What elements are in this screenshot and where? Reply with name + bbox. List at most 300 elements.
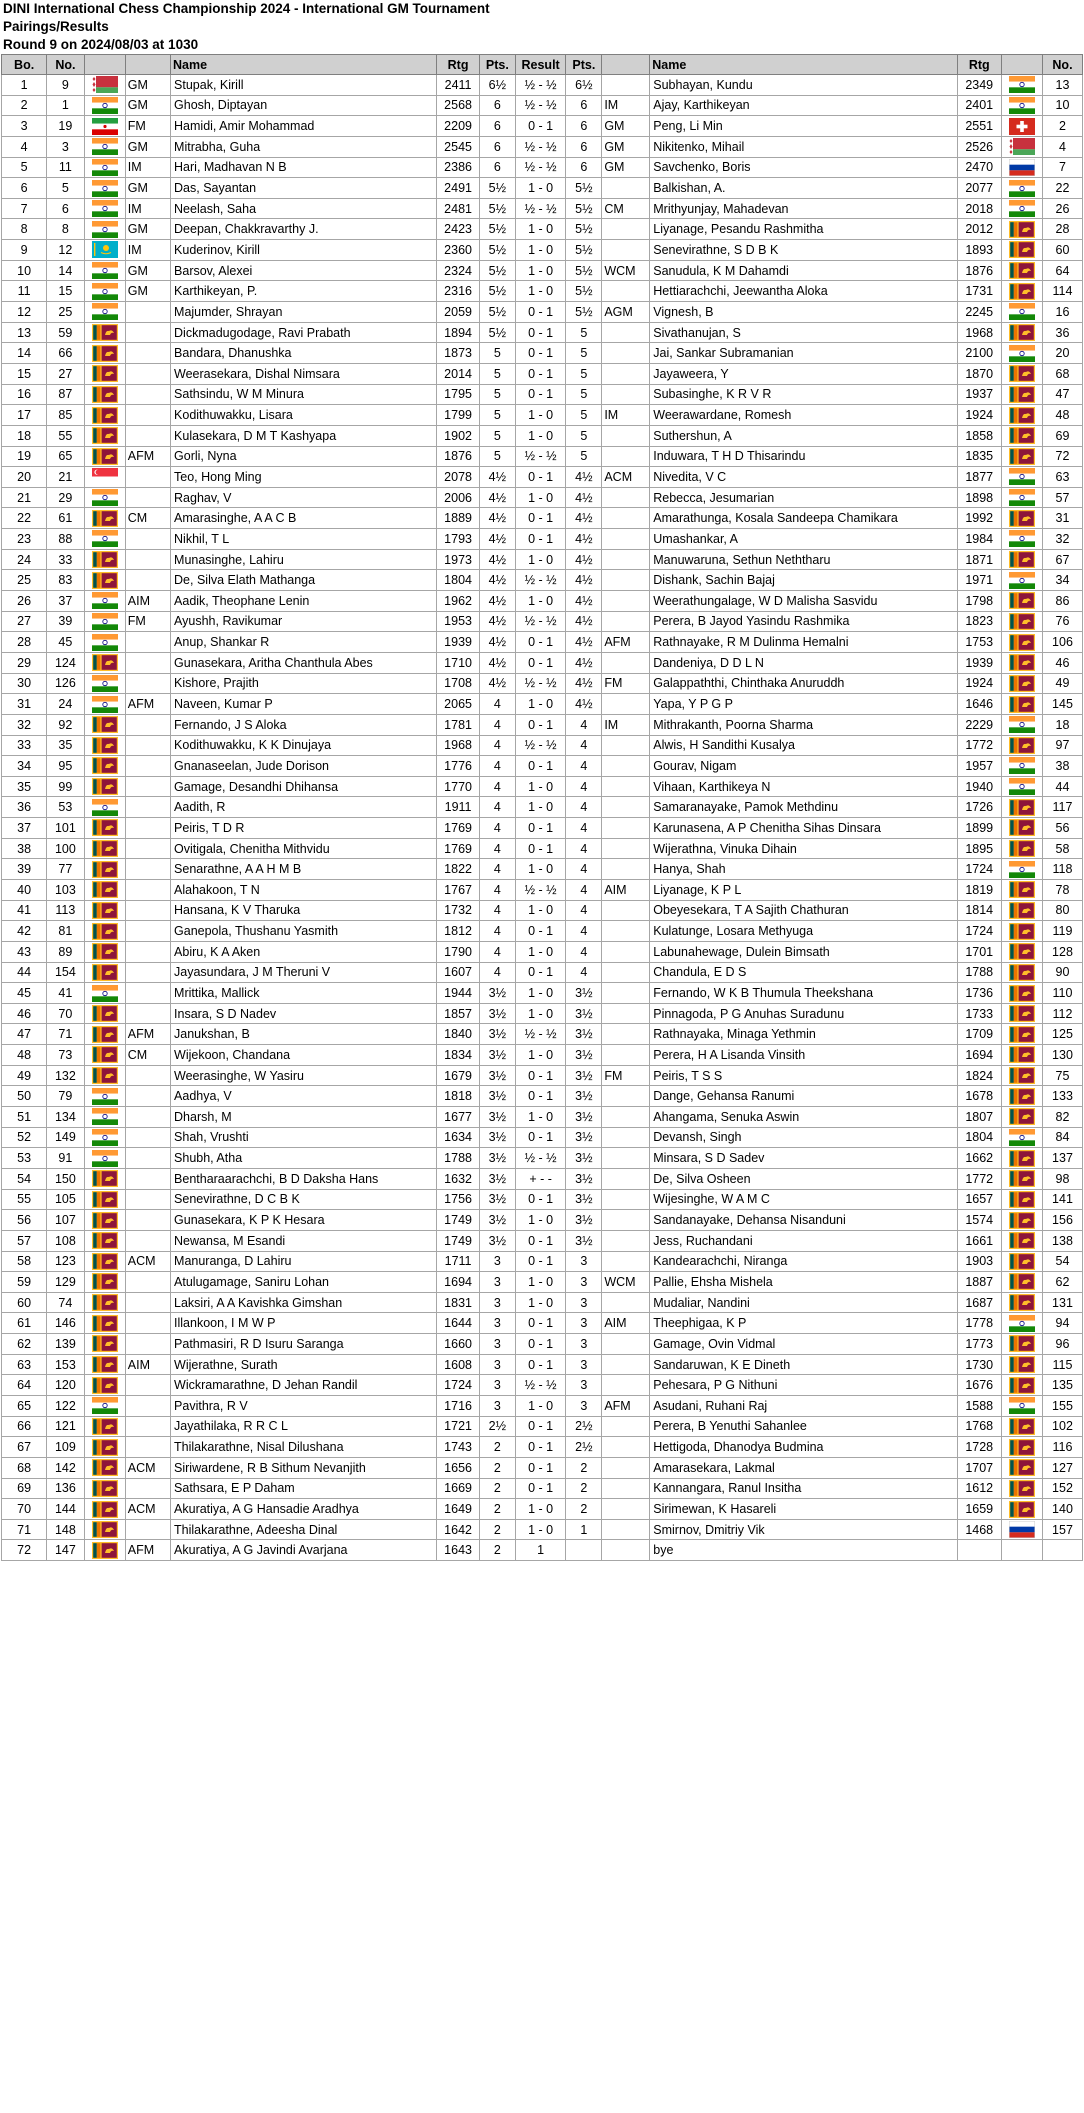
opponent-number-cell: 72 [1042,446,1082,467]
player-rating-cell: 1644 [437,1313,480,1334]
opponent-name-cell: Sandanayake, Dehansa Nisanduni [650,1210,958,1231]
table-row [2,1313,1083,1334]
opponent-flag-cell [1001,652,1042,673]
player-points-cell: 5½ [479,281,515,302]
col-board: Bo. [2,55,47,75]
table-row [2,425,1083,446]
col-points-2: Pts. [566,55,602,75]
player-name-cell: Mrittika, Mallick [171,983,437,1004]
opponent-flag-cell [1001,1189,1042,1210]
player-name-cell: Hari, Madhavan N B [171,157,437,178]
sgp-flag-icon [92,468,118,485]
player-points-cell: 3 [479,1334,515,1355]
player-number-cell: 3 [47,136,84,157]
opponent-rating-cell: 1924 [957,673,1001,694]
opponent-flag-cell [1001,735,1042,756]
result-cell: ½ - ½ [515,879,566,900]
player-name-cell: Wickramarathne, D Jehan Randil [171,1375,437,1396]
table-row [2,136,1083,157]
sri-flag-icon [1009,675,1035,692]
opponent-number-cell: 118 [1042,859,1082,880]
table-row [2,735,1083,756]
opponent-rating-cell: 1678 [957,1086,1001,1107]
result-cell: 1 [515,1540,566,1561]
player-points-cell: 5½ [479,178,515,199]
ind-flag-icon [92,283,118,300]
player-name-cell: Dharsh, M [171,1107,437,1128]
opponent-number-cell: 128 [1042,941,1082,962]
table-row [2,157,1083,178]
opponent-number-cell: 138 [1042,1230,1082,1251]
result-cell: 0 - 1 [515,1086,566,1107]
ind-flag-icon [92,1150,118,1167]
player-number-cell: 149 [47,1127,84,1148]
sri-flag-icon [1009,1212,1035,1229]
opponent-number-cell: 36 [1042,322,1082,343]
opponent-name-cell: Kandearachchi, Niranga [650,1251,958,1272]
opponent-points-cell: 2 [566,1457,602,1478]
result-cell: 1 - 0 [515,1292,566,1313]
player-rating-cell: 1793 [437,529,480,550]
player-flag-cell [84,1292,125,1313]
player-name-cell: Das, Sayantan [171,178,437,199]
opponent-number-cell: 115 [1042,1354,1082,1375]
table-row [2,529,1083,550]
player-name-cell: Jayasundara, J M Theruni V [171,962,437,983]
player-name-cell: Mitrabha, Guha [171,136,437,157]
player-flag-cell [84,75,125,96]
opponent-points-cell: 4½ [566,487,602,508]
opponent-flag-cell [1001,363,1042,384]
player-flag-cell [84,1065,125,1086]
rus-flag-icon [1009,1521,1035,1538]
opponent-rating-cell: 1733 [957,1003,1001,1024]
player-name-cell: Kishore, Prajith [171,673,437,694]
board-number-cell: 67 [2,1437,47,1458]
opponent-rating-cell: 1724 [957,921,1001,942]
opponent-rating-cell: 1893 [957,240,1001,261]
opponent-title-cell [602,508,650,529]
result-cell: ½ - ½ [515,735,566,756]
opponent-name-cell: Hettiarachchi, Jeewantha Aloka [650,281,958,302]
opponent-name-cell: Induwara, T H D Thisarindu [650,446,958,467]
player-flag-cell [84,1416,125,1437]
opponent-points-cell: 5 [566,343,602,364]
player-name-cell: Hansana, K V Tharuka [171,900,437,921]
player-flag-cell [84,363,125,384]
player-points-cell: 3 [479,1272,515,1293]
player-rating-cell: 2059 [437,302,480,323]
opponent-rating-cell: 2245 [957,302,1001,323]
opponent-rating-cell: 1937 [957,384,1001,405]
result-cell: 1 - 0 [515,1272,566,1293]
player-rating-cell: 1776 [437,756,480,777]
col-flag-2 [1001,55,1042,75]
opponent-points-cell: 4 [566,962,602,983]
opponent-points-cell: 5½ [566,302,602,323]
player-points-cell: 5 [479,384,515,405]
opponent-points-cell: 3½ [566,1086,602,1107]
opponent-points-cell: 4½ [566,611,602,632]
player-number-cell: 132 [47,1065,84,1086]
player-title-cell [125,776,170,797]
opponent-number-cell: 47 [1042,384,1082,405]
board-number-cell: 9 [2,240,47,261]
player-rating-cell: 2006 [437,487,480,508]
player-flag-cell [84,879,125,900]
sui-flag-icon [1009,118,1035,135]
board-number-cell: 13 [2,322,47,343]
opponent-number-cell: 78 [1042,879,1082,900]
player-rating-cell: 1679 [437,1065,480,1086]
table-row [2,1045,1083,1066]
opponent-number-cell: 57 [1042,487,1082,508]
sri-flag-icon [92,324,118,341]
sri-flag-icon [92,1315,118,1332]
opponent-points-cell: 4 [566,879,602,900]
opponent-number-cell: 60 [1042,240,1082,261]
player-title-cell: ACM [125,1457,170,1478]
opponent-number-cell: 86 [1042,591,1082,612]
opponent-flag-cell [1001,508,1042,529]
player-number-cell: 121 [47,1416,84,1437]
sri-flag-icon [1009,964,1035,981]
player-flag-cell [84,714,125,735]
player-number-cell: 120 [47,1375,84,1396]
player-number-cell: 74 [47,1292,84,1313]
player-number-cell: 83 [47,570,84,591]
player-points-cell: 2 [479,1519,515,1540]
sri-flag-icon [1009,1480,1035,1497]
opponent-flag-cell [1001,446,1042,467]
opponent-rating-cell: 1876 [957,260,1001,281]
player-points-cell: 4 [479,859,515,880]
player-flag-cell [84,343,125,364]
player-name-cell: Gunasekara, Aritha Chanthula Abes [171,652,437,673]
opponent-number-cell: 133 [1042,1086,1082,1107]
opponent-title-cell [602,1292,650,1313]
opponent-points-cell: 3½ [566,1127,602,1148]
opponent-points-cell: 4 [566,921,602,942]
opponent-name-cell: Hettigoda, Dhanodya Budmina [650,1437,958,1458]
opponent-points-cell: 2½ [566,1416,602,1437]
opponent-flag-cell [1001,95,1042,116]
player-rating-cell: 1724 [437,1375,480,1396]
opponent-title-cell [602,1416,650,1437]
opponent-number-cell: 63 [1042,467,1082,488]
player-points-cell: 5 [479,405,515,426]
ind-flag-icon [92,675,118,692]
opponent-rating-cell: 1870 [957,363,1001,384]
player-name-cell: Sathsindu, W M Minura [171,384,437,405]
opponent-name-cell: Liyanage, K P L [650,879,958,900]
opponent-number-cell: 46 [1042,652,1082,673]
player-flag-cell [84,302,125,323]
opponent-title-cell [602,1148,650,1169]
opponent-rating-cell: 1835 [957,446,1001,467]
player-number-cell: 14 [47,260,84,281]
player-number-cell: 123 [47,1251,84,1272]
opponent-rating-cell: 1588 [957,1396,1001,1417]
player-title-cell: AFM [125,1540,170,1561]
result-cell: 0 - 1 [515,1457,566,1478]
ind-flag-icon [1009,76,1035,93]
opponent-name-cell: Pehesara, P G Nithuni [650,1375,958,1396]
sri-flag-icon [1009,1150,1035,1167]
player-flag-cell [84,776,125,797]
opponent-rating-cell: 1903 [957,1251,1001,1272]
sri-flag-icon [1009,840,1035,857]
player-flag-cell [84,1024,125,1045]
player-title-cell: FM [125,116,170,137]
col-name-2: Name [650,55,958,75]
board-number-cell: 33 [2,735,47,756]
opponent-number-cell: 68 [1042,363,1082,384]
player-points-cell: 3 [479,1251,515,1272]
table-row [2,900,1083,921]
opponent-points-cell: 4 [566,776,602,797]
player-name-cell: Gnanaseelan, Jude Dorison [171,756,437,777]
opponent-flag-cell [1001,425,1042,446]
player-rating-cell: 1894 [437,322,480,343]
player-title-cell [125,1519,170,1540]
opponent-name-cell: Sandaruwan, K E Dineth [650,1354,958,1375]
table-row [2,281,1083,302]
ind-flag-icon [1009,530,1035,547]
opponent-flag-cell [1001,116,1042,137]
player-flag-cell [84,1230,125,1251]
player-number-cell: 70 [47,1003,84,1024]
player-flag-cell [84,281,125,302]
opponent-flag-cell [1001,1416,1042,1437]
opponent-title-cell [602,652,650,673]
player-name-cell: Insara, S D Nadev [171,1003,437,1024]
opponent-rating-cell: 1612 [957,1478,1001,1499]
player-points-cell: 4 [479,941,515,962]
player-title-cell [125,756,170,777]
opponent-number-cell: 156 [1042,1210,1082,1231]
opponent-flag-cell [1001,714,1042,735]
result-cell: ½ - ½ [515,157,566,178]
player-number-cell: 33 [47,549,84,570]
opponent-number-cell: 48 [1042,405,1082,426]
ind-flag-icon [1009,303,1035,320]
opponent-flag-cell [1001,467,1042,488]
opponent-title-cell [602,1437,650,1458]
ind-flag-icon [1009,1315,1035,1332]
opponent-flag-cell [1001,136,1042,157]
opponent-number-cell: 10 [1042,95,1082,116]
player-points-cell: 2 [479,1478,515,1499]
opponent-title-cell [602,529,650,550]
opponent-rating-cell: 1957 [957,756,1001,777]
opponent-number-cell: 80 [1042,900,1082,921]
player-number-cell: 79 [47,1086,84,1107]
opponent-title-cell: IM [602,714,650,735]
player-points-cell: 3½ [479,1148,515,1169]
player-points-cell: 4 [479,756,515,777]
opponent-name-cell: Hanya, Shah [650,859,958,880]
player-flag-cell [84,1457,125,1478]
opponent-title-cell [602,838,650,859]
opponent-points-cell: 6 [566,116,602,137]
player-rating-cell: 1911 [437,797,480,818]
opponent-points-cell: 4½ [566,673,602,694]
opponent-number-cell: 49 [1042,673,1082,694]
player-rating-cell: 1944 [437,983,480,1004]
opponent-flag-cell [1001,302,1042,323]
opponent-title-cell [602,1354,650,1375]
result-cell: 1 - 0 [515,425,566,446]
opponent-rating-cell: 1895 [957,838,1001,859]
player-flag-cell [84,1437,125,1458]
sri-flag-icon [92,840,118,857]
board-number-cell: 58 [2,1251,47,1272]
player-rating-cell: 1799 [437,405,480,426]
player-number-cell: 71 [47,1024,84,1045]
player-name-cell: Naveen, Kumar P [171,694,437,715]
player-name-cell: Senarathne, A A H M B [171,859,437,880]
player-number-cell: 153 [47,1354,84,1375]
board-number-cell: 61 [2,1313,47,1334]
player-name-cell: Gamage, Desandhi Dhihansa [171,776,437,797]
player-number-cell: 89 [47,941,84,962]
player-flag-cell [84,467,125,488]
player-flag-cell [84,1540,125,1561]
player-rating-cell: 1649 [437,1499,480,1520]
player-points-cell: 3½ [479,1189,515,1210]
sri-flag-icon [1009,262,1035,279]
sri-flag-icon [92,1356,118,1373]
opponent-points-cell: 3 [566,1334,602,1355]
opponent-rating-cell: 1726 [957,797,1001,818]
player-name-cell: Abiru, K A Aken [171,941,437,962]
player-number-cell: 108 [47,1230,84,1251]
result-cell: 1 - 0 [515,1107,566,1128]
ind-flag-icon [92,592,118,609]
player-flag-cell [84,570,125,591]
player-flag-cell [84,1003,125,1024]
opponent-points-cell: 4½ [566,529,602,550]
opponent-points-cell: 2 [566,1499,602,1520]
player-title-cell [125,405,170,426]
sri-flag-icon [92,572,118,589]
sri-flag-icon [92,1273,118,1290]
table-row [2,1478,1083,1499]
ind-flag-icon [1009,468,1035,485]
opponent-flag-cell [1001,1272,1042,1293]
table-row [2,405,1083,426]
result-cell: 1 - 0 [515,797,566,818]
player-rating-cell: 1968 [437,735,480,756]
board-number-cell: 29 [2,652,47,673]
player-number-cell: 144 [47,1499,84,1520]
ind-flag-icon [92,613,118,630]
player-rating-cell: 2324 [437,260,480,281]
opponent-name-cell: Perera, B Yenuthi Sahanlee [650,1416,958,1437]
player-number-cell: 100 [47,838,84,859]
sri-flag-icon [92,819,118,836]
player-flag-cell [84,508,125,529]
player-name-cell: Aadhya, V [171,1086,437,1107]
player-number-cell: 134 [47,1107,84,1128]
result-cell: 0 - 1 [515,1127,566,1148]
opponent-number-cell: 94 [1042,1313,1082,1334]
player-rating-cell: 1834 [437,1045,480,1066]
player-number-cell: 81 [47,921,84,942]
player-points-cell: 3½ [479,983,515,1004]
table-row [2,838,1083,859]
ind-flag-icon [1009,345,1035,362]
board-number-cell: 53 [2,1148,47,1169]
player-rating-cell: 2014 [437,363,480,384]
player-name-cell: Akuratiya, A G Javindi Avarjana [171,1540,437,1561]
opponent-number-cell: 34 [1042,570,1082,591]
opponent-rating-cell: 1661 [957,1230,1001,1251]
table-row [2,1272,1083,1293]
player-flag-cell [84,219,125,240]
result-cell: 0 - 1 [515,529,566,550]
opponent-points-cell: 3 [566,1354,602,1375]
opponent-title-cell [602,425,650,446]
player-number-cell: 126 [47,673,84,694]
board-number-cell: 20 [2,467,47,488]
opponent-rating-cell: 2526 [957,136,1001,157]
round-info: Round 9 on 2024/08/03 at 1030 [3,37,199,52]
result-cell: 1 - 0 [515,240,566,261]
player-title-cell [125,1003,170,1024]
board-number-cell: 35 [2,776,47,797]
opponent-name-cell: Pallie, Ehsha Mishela [650,1272,958,1293]
player-flag-cell [84,818,125,839]
player-name-cell: Nikhil, T L [171,529,437,550]
player-title-cell [125,1127,170,1148]
player-name-cell: Raghav, V [171,487,437,508]
player-number-cell: 45 [47,632,84,653]
player-title-cell: GM [125,95,170,116]
opponent-number-cell: 84 [1042,1127,1082,1148]
opponent-number-cell: 90 [1042,962,1082,983]
board-number-cell: 57 [2,1230,47,1251]
table-row [2,652,1083,673]
table-row [2,95,1083,116]
opponent-name-cell: Senevirathne, S D B K [650,240,958,261]
opponent-title-cell [602,1499,650,1520]
opponent-title-cell [602,281,650,302]
board-number-cell: 32 [2,714,47,735]
opponent-name-cell: Chandula, E D S [650,962,958,983]
opponent-points-cell: 5½ [566,260,602,281]
opponent-number-cell [1042,1540,1082,1561]
board-number-cell: 48 [2,1045,47,1066]
player-number-cell: 113 [47,900,84,921]
sri-flag-icon [1009,1026,1035,1043]
result-cell: 0 - 1 [515,921,566,942]
opponent-number-cell: 114 [1042,281,1082,302]
player-flag-cell [84,1189,125,1210]
player-flag-cell [84,1148,125,1169]
opponent-number-cell: 96 [1042,1334,1082,1355]
board-number-cell: 50 [2,1086,47,1107]
table-row [2,1189,1083,1210]
opponent-title-cell [602,1045,650,1066]
player-name-cell: Gunasekara, K P K Hesara [171,1210,437,1231]
opponent-flag-cell [1001,1003,1042,1024]
col-points: Pts. [479,55,515,75]
opponent-points-cell: 5 [566,446,602,467]
opponent-rating-cell: 1984 [957,529,1001,550]
opponent-flag-cell [1001,405,1042,426]
